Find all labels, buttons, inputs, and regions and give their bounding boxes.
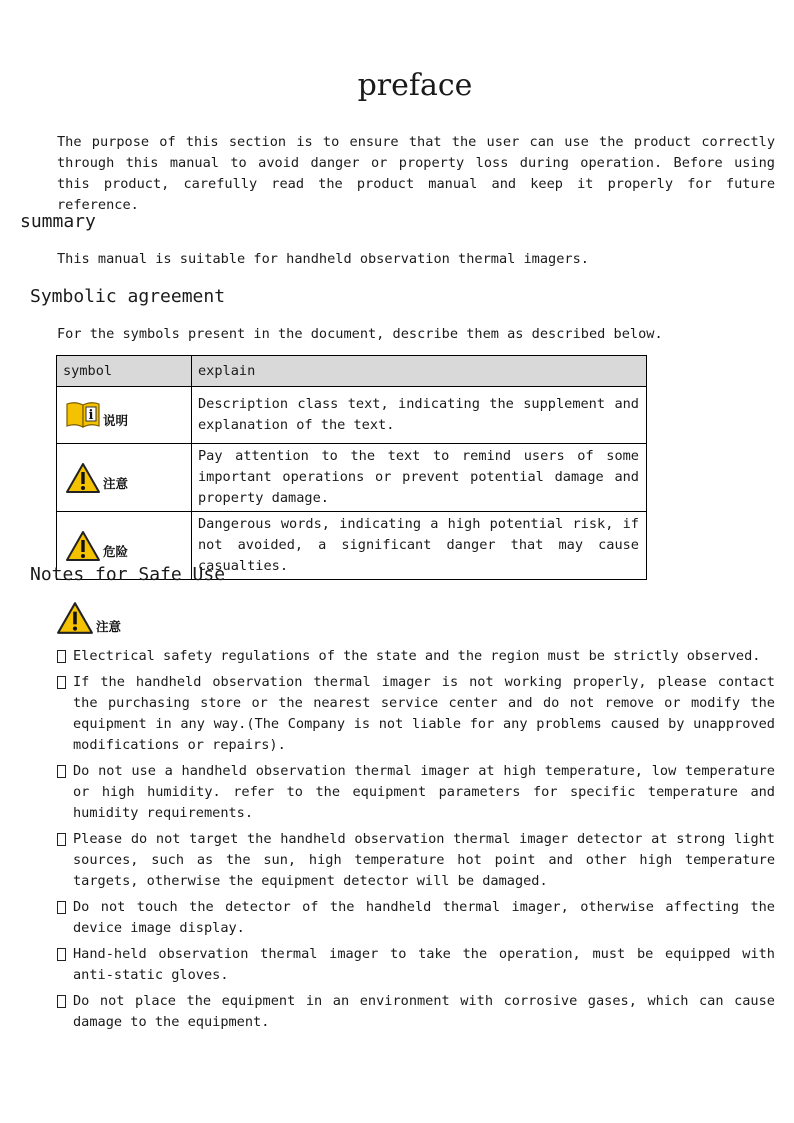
list-item: Do not use a handheld observation thermal imager at high temperature, low temperature or high humidity. refer to the equipment parameters for specific temperature and humidity requirements.: [57, 761, 775, 824]
caution-triangle-icon: [56, 601, 94, 635]
info-book-icon: [65, 400, 101, 430]
caution-label: 注意: [96, 619, 122, 634]
table-row: [57, 444, 647, 512]
bullet-box-icon: [57, 676, 66, 689]
bullet-box-icon: [57, 765, 66, 778]
caution-badge: [56, 601, 121, 635]
page-title: preface: [357, 68, 473, 103]
symbolic-text: For the symbols present in the document, describe them as described below.: [57, 326, 663, 342]
danger-triangle-icon: [65, 530, 101, 562]
explain-cell: Description class text, indicating the supplement and explanation of the text.: [192, 387, 647, 444]
list-item: Electrical safety regulations of the state and the region must be strictly observed.: [57, 646, 775, 667]
symbol-cell: [57, 387, 192, 444]
explain-cell: Dangerous words, indicating a high potential risk, if not avoided, a significant danger that may cause casualties.: [192, 512, 647, 580]
notes-list: [57, 646, 775, 1038]
col-explain-header: explain: [192, 356, 647, 387]
summary-heading: summary: [20, 211, 96, 232]
symbol-label: 说明: [103, 413, 129, 428]
bullet-box-icon: [57, 650, 66, 663]
warning-triangle-icon: [65, 462, 101, 494]
symbolic-heading: Symbolic agreement: [30, 286, 226, 307]
summary-text: This manual is suitable for handheld observation thermal imagers.: [57, 251, 589, 267]
list-item: Do not place the equipment in an environment with corrosive gases, which can cause damage to the equipment.: [57, 991, 775, 1033]
symbol-cell: [57, 444, 192, 512]
explain-cell: Pay attention to the text to remind users of some important operations or prevent potential damage and property damage.: [192, 444, 647, 512]
bullet-box-icon: [57, 833, 66, 846]
list-item: If the handheld observation thermal imager is not working properly, please contact the purchasing store or the nearest service center and do not remove or modify the equipment in any way.(The Company is not liable for any problems caused by unapproved modifications or repairs).: [57, 672, 775, 756]
table-header-row: [57, 356, 647, 387]
intro-paragraph: The purpose of this section is to ensure that the user can use the product correctly through this manual to avoid danger or property loss during operation. Before using this product, carefully read the product manual and keep it properly for future reference.: [57, 134, 775, 213]
col-symbol-header: symbol: [57, 356, 192, 387]
bullet-box-icon: [57, 948, 66, 961]
bullet-box-icon: [57, 901, 66, 914]
table-row: [57, 387, 647, 444]
symbol-label: 危险: [103, 543, 129, 559]
bullet-box-icon: [57, 995, 66, 1008]
list-item: Please do not target the handheld observation thermal imager detector at strong light sources, such as the sun, high temperature hot point and other high temperature targets, otherwise the equipment detector will be damaged.: [57, 829, 775, 892]
svg-text:i: i: [88, 408, 94, 423]
notes-heading: Notes for Safe Use: [30, 564, 226, 585]
list-item: Do not touch the detector of the handheld thermal imager, otherwise affecting the device image display.: [57, 897, 775, 939]
symbol-label: 注意: [103, 475, 129, 491]
symbol-table: [56, 355, 647, 580]
list-item: Hand-held observation thermal imager to take the operation, must be equipped with anti-static gloves.: [57, 944, 775, 986]
